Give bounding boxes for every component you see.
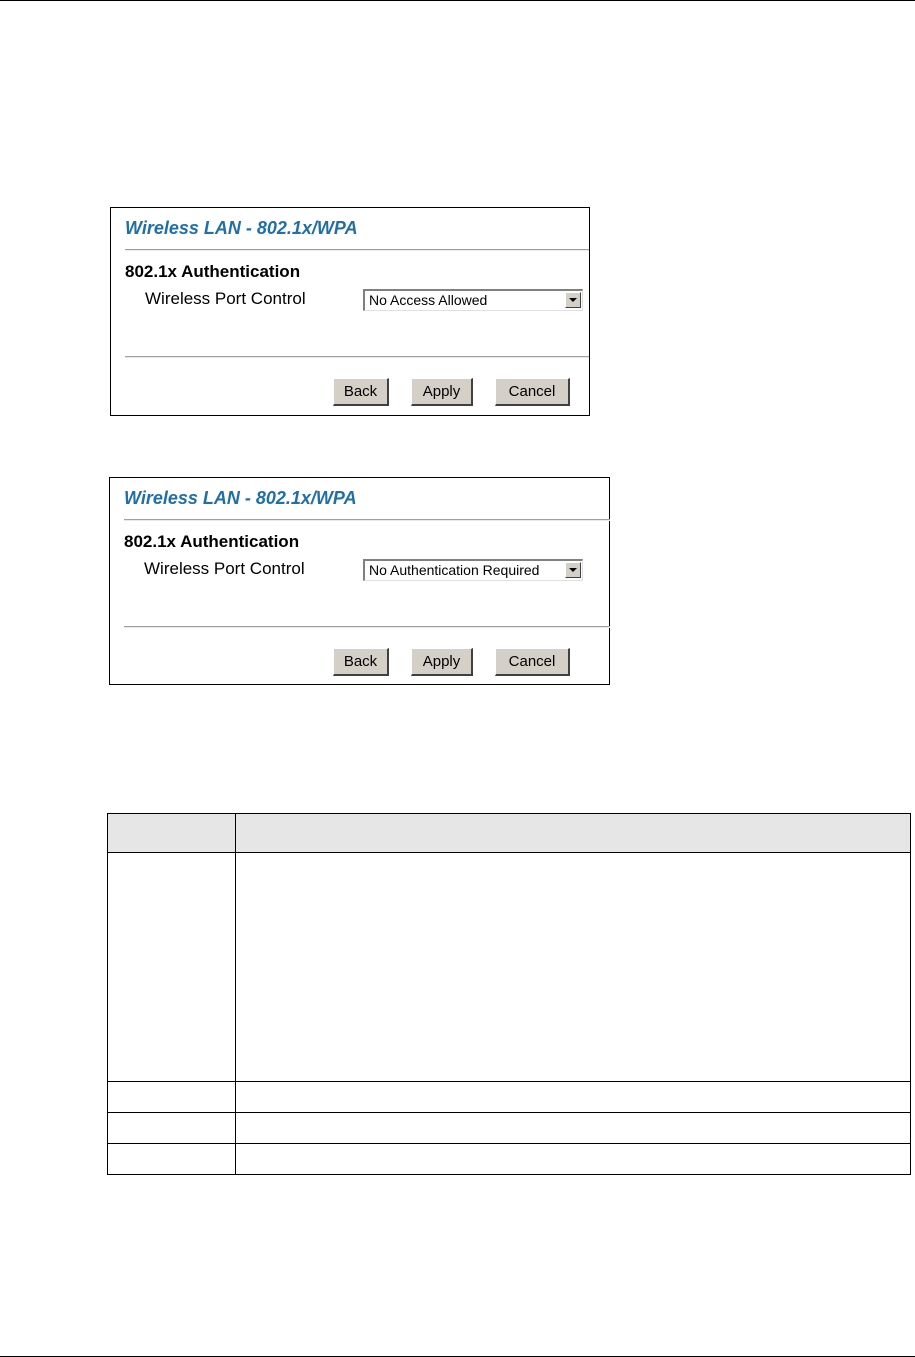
footer-divider	[124, 626, 610, 628]
table-cell	[236, 1113, 911, 1144]
section-heading: 802.1x Authentication	[124, 532, 300, 551]
wireless-port-control-label: Wireless Port Control	[144, 559, 305, 578]
section-heading: 802.1x Authentication	[125, 262, 301, 281]
table-row	[108, 1113, 911, 1144]
table-header-row	[108, 814, 911, 853]
title-divider	[125, 249, 589, 251]
apply-button[interactable]: Apply	[411, 378, 473, 406]
back-button[interactable]: Back	[333, 378, 389, 406]
dropdown-arrow-icon[interactable]	[565, 292, 581, 308]
table-cell	[236, 853, 911, 1082]
table-row	[108, 853, 911, 1082]
footer-divider	[125, 356, 589, 358]
table-cell	[108, 1144, 236, 1175]
wireless-port-control-select[interactable]	[363, 289, 583, 311]
panel-title: Wireless LAN - 802.1x/WPA	[124, 488, 357, 508]
back-button[interactable]: Back	[333, 648, 389, 676]
table-header-cell	[236, 814, 911, 853]
dropdown-arrow-icon[interactable]	[565, 562, 581, 578]
title-divider	[124, 519, 610, 521]
cancel-button[interactable]: Cancel	[495, 648, 570, 676]
table-row	[108, 1144, 911, 1175]
page-top-rule	[0, 0, 915, 1]
apply-button[interactable]: Apply	[411, 648, 473, 676]
panel-title: Wireless LAN - 802.1x/WPA	[125, 218, 358, 238]
select-value: No Access Allowed	[369, 292, 488, 308]
wlan-8021x-panel-1	[110, 207, 590, 416]
table-header-cell	[108, 814, 236, 853]
wlan-8021x-panel-2	[109, 477, 610, 685]
table-row	[108, 1082, 911, 1113]
wireless-port-control-label: Wireless Port Control	[145, 289, 306, 308]
table-cell	[236, 1082, 911, 1113]
table-cell	[108, 1082, 236, 1113]
field-description-table	[107, 813, 911, 1175]
cancel-button[interactable]: Cancel	[495, 378, 570, 406]
table-cell	[236, 1144, 911, 1175]
table-cell	[108, 1113, 236, 1144]
select-value: No Authentication Required	[369, 562, 540, 578]
wireless-port-control-select[interactable]	[363, 559, 583, 581]
table-cell	[108, 853, 236, 1082]
